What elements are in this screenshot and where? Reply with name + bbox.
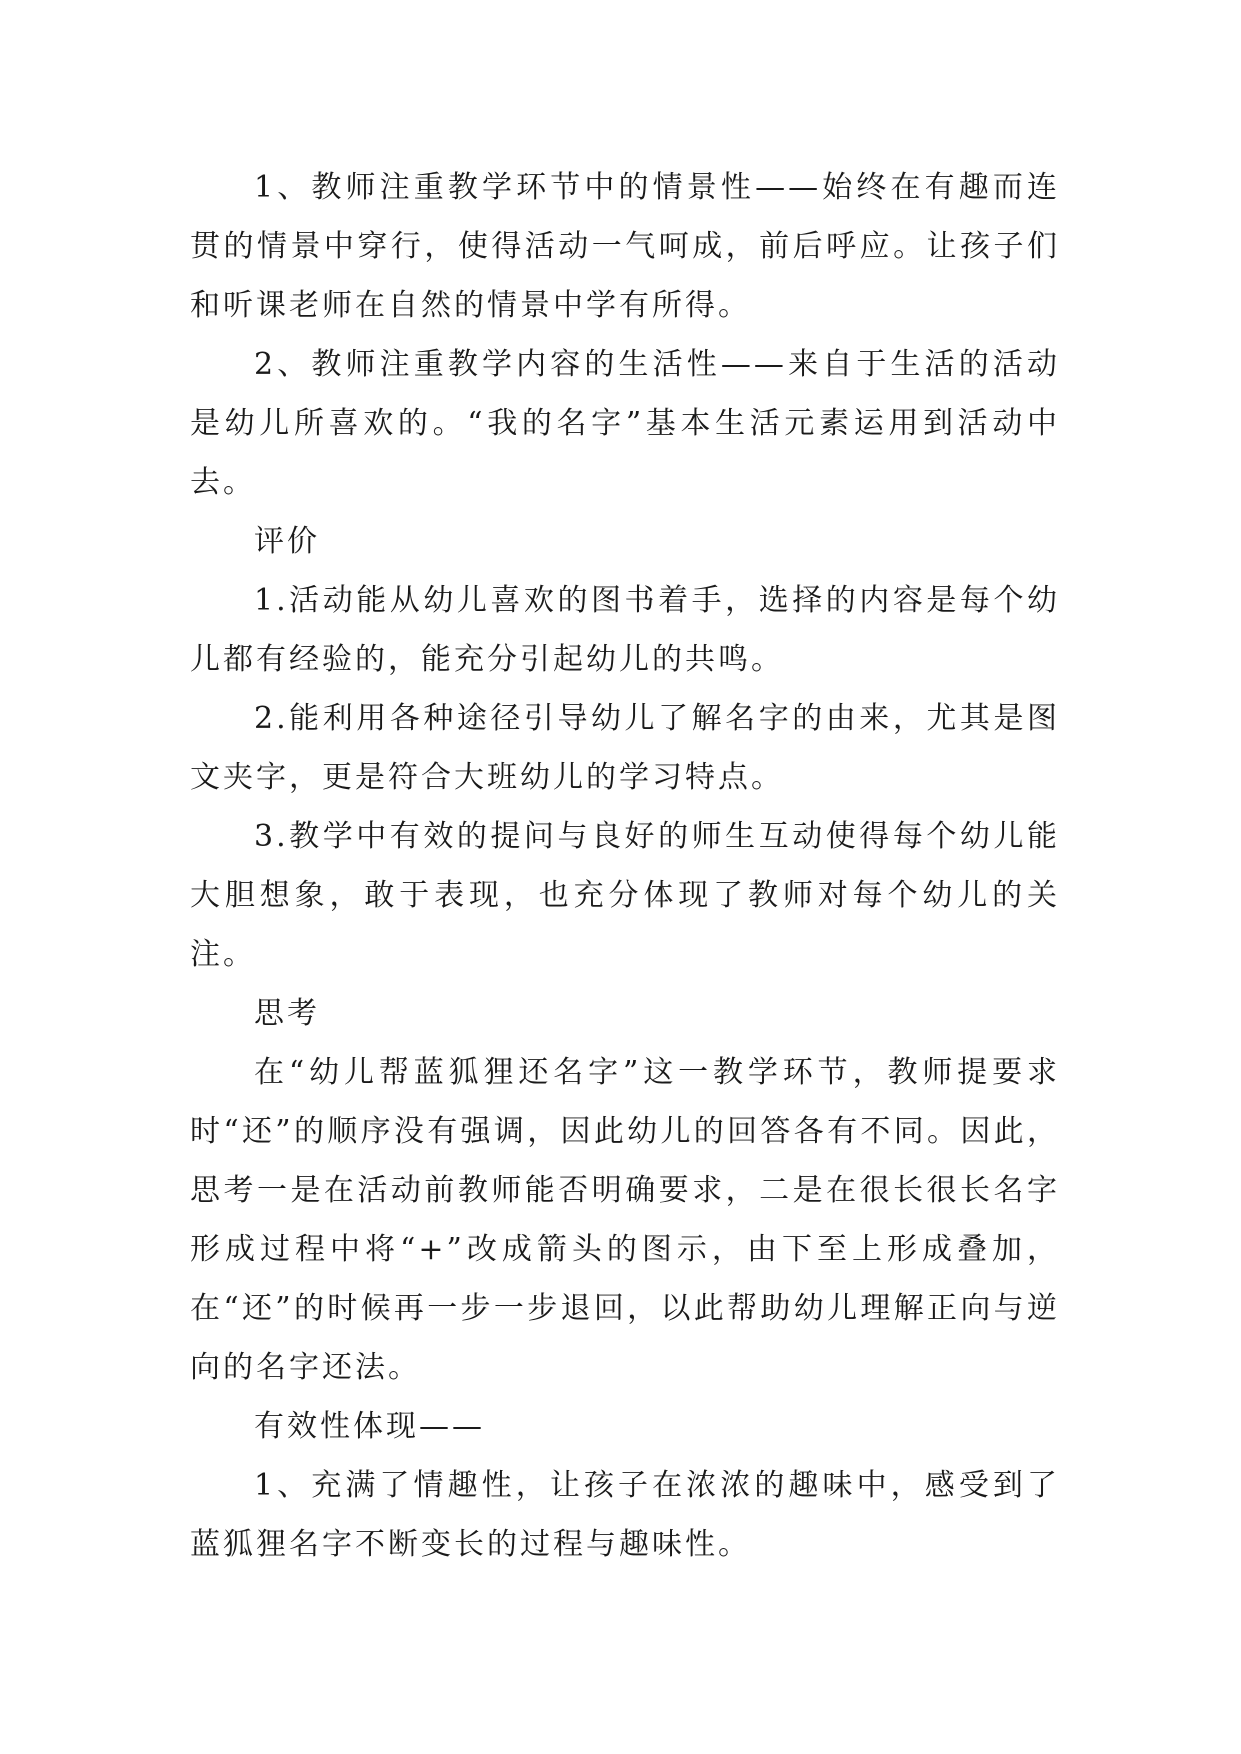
para-teaching-situational: 1、教师注重教学环节中的情景性——始终在有趣而连贯的情景中穿行，使得活动一气呵成，前后呼应。让孩子们和听课老师在自然的情景中学有所得。 — [190, 170, 1060, 323]
heading-reflection: 思考 — [254, 996, 320, 1031]
para-evaluation-2: 2.能利用各种途径引导幼儿了解名字的由来，尤其是图文夹字，更是符合大班幼儿的学习特点。 — [190, 701, 1060, 795]
para-evaluation-3: 3.教学中有效的提问与良好的师生互动使得每个幼儿能大胆想象，敢于表现，也充分体现了教师对每个幼儿的关注。 — [190, 819, 1060, 972]
para-evaluation-1: 1.活动能从幼儿喜欢的图书着手，选择的内容是每个幼儿都有经验的，能充分引起幼儿的共鸣。 — [190, 583, 1060, 677]
heading-effectiveness: 有效性体现—— — [254, 1409, 485, 1444]
para-teaching-life: 2、教师注重教学内容的生活性——来自于生活的活动是幼儿所喜欢的。“我的名字”基本生活元素运用到活动中去。 — [190, 347, 1060, 500]
para-effectiveness-1: 1、充满了情趣性，让孩子在浓浓的趣味中，感受到了蓝狐狸名字不断变长的过程与趣味性。 — [190, 1468, 1060, 1562]
document-body — [190, 158, 1060, 1574]
heading-evaluation: 评价 — [254, 524, 320, 559]
para-reflection: 在“幼儿帮蓝狐狸还名字”这一教学环节，教师提要求时“还”的顺序没有强调，因此幼儿的回答各有不同。因此，思考一是在活动前教师能否明确要求，二是在很长很长名字形成过程中将“+”改成箭头的图示，由下至上形成叠加，在“还”的时候再一步一步退回，以此帮助幼儿理解正向与逆向的名字还法。 — [190, 1055, 1060, 1385]
